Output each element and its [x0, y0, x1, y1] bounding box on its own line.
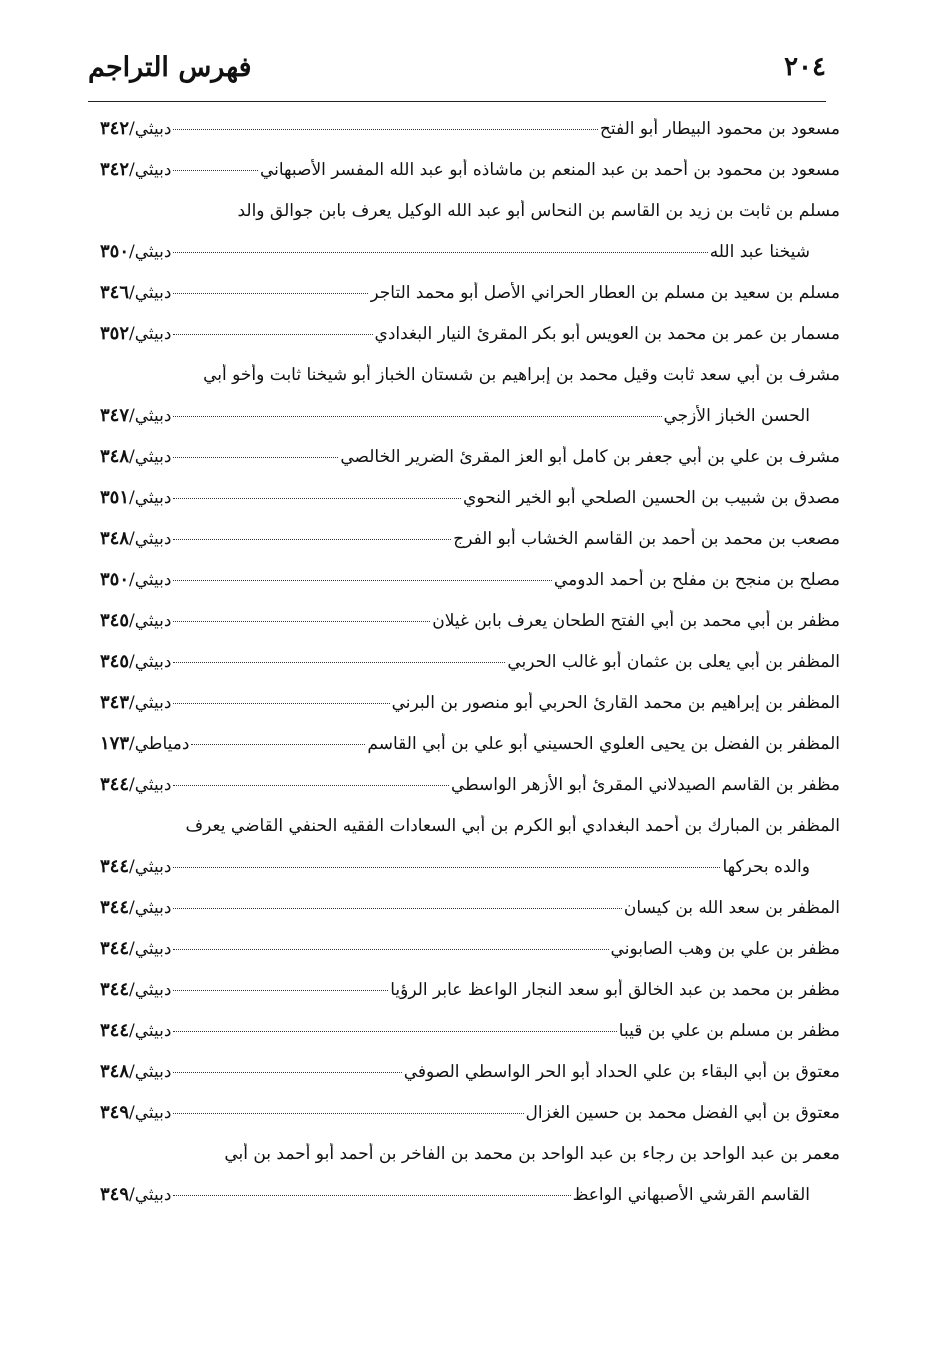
index-entry	[100, 528, 840, 550]
index-entry	[100, 979, 840, 1001]
reference-separator: /	[129, 898, 135, 918]
reference-separator: /	[129, 857, 135, 877]
entry-continuation-line	[100, 1184, 840, 1206]
entry-reference	[100, 282, 171, 304]
entry-source: دبيثي	[134, 1185, 172, 1205]
dot-leader	[173, 539, 451, 540]
index-entry	[100, 815, 840, 878]
entry-reference	[100, 446, 171, 468]
entry-name-text: مسلم بن ثابت بن زيد بن القاسم بن النحاس أبو عبد الله الوكيل يعرف بابن جوالق والد	[237, 201, 840, 221]
dot-leader	[173, 1072, 401, 1073]
index-entry	[100, 938, 840, 960]
dot-leader	[173, 662, 505, 663]
entry-name-text: مظفر بن القاسم الصيدلاني المقرئ أبو الأزهر الواسطي	[450, 775, 840, 795]
entry-reference	[100, 938, 171, 960]
entry-line	[100, 979, 840, 1001]
entry-line	[100, 528, 840, 550]
entry-source: دبيثي	[134, 980, 172, 1000]
entry-line	[100, 651, 840, 673]
entry-name-text: مسعود بن محمود بن أحمد بن عبد المنعم بن ماشاذه أبو عبد الله المفسر الأصبهاني	[259, 160, 840, 180]
entry-line	[100, 815, 840, 837]
entry-page-number: ٣٤٨	[100, 1061, 130, 1082]
reference-separator: /	[129, 160, 135, 180]
reference-separator: /	[129, 119, 135, 139]
entry-page-number: ٣٤٥	[100, 610, 130, 631]
entry-page-number: ٣٤٨	[100, 446, 130, 467]
entry-name-text: مصلح بن منجح بن مفلح بن أحمد الدومي	[553, 570, 840, 590]
entry-reference	[100, 897, 171, 919]
entry-source: دبيثي	[134, 283, 172, 303]
entry-page-number: ٣٤٤	[100, 856, 130, 877]
entry-line	[100, 1020, 840, 1042]
entry-reference	[100, 487, 171, 509]
entry-reference	[100, 733, 189, 755]
entry-reference	[100, 528, 171, 550]
entry-reference	[100, 405, 171, 427]
entry-page-number: ٣٥٠	[100, 569, 130, 590]
entry-reference	[100, 979, 171, 1001]
index-entry	[100, 282, 840, 304]
entry-line	[100, 774, 840, 796]
entry-page-number: ٣٥٠	[100, 241, 130, 262]
entry-line	[100, 897, 840, 919]
index-entry	[100, 774, 840, 796]
entry-page-number: ٣٤٧	[100, 405, 130, 426]
dot-leader	[173, 908, 621, 909]
reference-separator: /	[129, 570, 135, 590]
page-number: ٢٠٤	[784, 52, 826, 82]
entry-reference	[100, 1102, 171, 1124]
entry-name-text: مصعب بن محمد بن أحمد بن القاسم الخشاب أبو الفرج	[453, 529, 840, 549]
header-divider	[88, 101, 826, 102]
entry-name-text: مصدق بن شبيب بن الحسين الصلحي أبو الخير النحوي	[463, 488, 840, 508]
entry-line	[100, 733, 840, 755]
entry-name-text: مظفر بن مسلم بن علي بن قيبا	[618, 1021, 840, 1041]
entry-line	[100, 200, 840, 222]
reference-separator: /	[129, 693, 135, 713]
reference-separator: /	[129, 324, 135, 344]
dot-leader	[173, 1113, 523, 1114]
dot-leader	[173, 252, 707, 253]
index-entry	[100, 364, 840, 427]
index-entry	[100, 1020, 840, 1042]
entry-page-number: ٣٤٩	[100, 1102, 130, 1123]
entry-page-number: ٣٥٢	[100, 323, 130, 344]
reference-separator: /	[129, 1185, 135, 1205]
entry-page-number: ٣٤٢	[100, 118, 130, 139]
entry-source: دبيثي	[134, 242, 172, 262]
dot-leader	[173, 785, 448, 786]
entry-reference	[100, 856, 171, 878]
entry-page-number: ٣٤٣	[100, 692, 130, 713]
entry-line	[100, 692, 840, 714]
dot-leader	[173, 1031, 616, 1032]
entry-source: دبيثي	[134, 652, 172, 672]
entry-line	[100, 364, 840, 386]
entry-continuation-line	[100, 856, 840, 878]
entry-source: دمياطي	[134, 734, 190, 754]
entry-line	[100, 118, 840, 140]
entry-source: دبيثي	[134, 939, 172, 959]
entry-reference	[100, 1061, 171, 1083]
index-entry	[100, 118, 840, 140]
index-entry	[100, 897, 840, 919]
index-entry	[100, 446, 840, 468]
dot-leader	[173, 416, 661, 417]
entry-reference	[100, 118, 171, 140]
page-header	[88, 52, 826, 96]
entry-reference	[100, 241, 171, 263]
entry-name-text: مظفر بن علي بن وهب الصابوني	[610, 939, 840, 959]
entry-name-text: والده بحركها	[722, 857, 810, 877]
reference-separator: /	[129, 652, 135, 672]
entry-source: دبيثي	[134, 898, 172, 918]
reference-separator: /	[129, 1062, 135, 1082]
entry-reference	[100, 651, 171, 673]
entry-name-text: مسلم بن سعيد بن مسلم بن العطار الحراني الأصل أبو محمد التاجر	[370, 283, 840, 303]
index-entry	[100, 200, 840, 263]
entry-name-text: مظفر بن محمد بن عبد الخالق أبو سعد النجار الواعظ عابر الرؤيا	[390, 980, 840, 1000]
entry-name-text: المظفر بن الفضل بن يحيى العلوي الحسيني أبو علي بن أبي القاسم	[367, 734, 840, 754]
entry-line	[100, 569, 840, 591]
entry-source: دبيثي	[134, 529, 172, 549]
entry-page-number: ٣٤٢	[100, 159, 130, 180]
dot-leader	[173, 949, 608, 950]
entry-continuation-line	[100, 241, 840, 263]
entry-name-text: القاسم القرشي الأصبهاني الواعظ	[572, 1185, 810, 1205]
entry-source: دبيثي	[134, 1021, 172, 1041]
entry-page-number: ١٧٣	[100, 733, 130, 754]
index-entry	[100, 569, 840, 591]
entry-line	[100, 282, 840, 304]
entry-source: دبيثي	[134, 570, 172, 590]
entry-source: دبيثي	[134, 406, 172, 426]
entry-page-number: ٣٤٨	[100, 528, 130, 549]
index-entry	[100, 487, 840, 509]
entry-name-text: المظفر بن سعد الله بن كيسان	[623, 898, 840, 918]
dot-leader	[173, 170, 257, 171]
index-entries-list	[100, 118, 840, 1225]
dot-leader	[173, 990, 388, 991]
reference-separator: /	[129, 447, 135, 467]
reference-separator: /	[129, 406, 135, 426]
entry-name-text: معتوق بن أبي الفضل محمد بن حسين الغزال	[525, 1103, 840, 1123]
dot-leader	[173, 580, 551, 581]
dot-leader	[173, 498, 461, 499]
dot-leader	[173, 334, 372, 335]
entry-page-number: ٣٤٤	[100, 897, 130, 918]
entry-line	[100, 446, 840, 468]
dot-leader	[173, 621, 430, 622]
entry-reference	[100, 610, 171, 632]
index-entry	[100, 692, 840, 714]
entry-name-text: مسعود بن محمود البيطار أبو الفتح	[599, 119, 840, 139]
entry-source: دبيثي	[134, 775, 172, 795]
dot-leader	[173, 867, 720, 868]
entry-name-text: مشرف بن علي بن أبي جعفر بن كامل أبو العز المقرئ الضرير الخالصي	[340, 447, 840, 467]
entry-source: دبيثي	[134, 857, 172, 877]
entry-line	[100, 1143, 840, 1165]
dot-leader	[173, 129, 597, 130]
entry-line	[100, 1061, 840, 1083]
reference-separator: /	[129, 242, 135, 262]
entry-page-number: ٣٤٤	[100, 774, 130, 795]
dot-leader	[173, 703, 389, 704]
index-entry	[100, 651, 840, 673]
entry-source: دبيثي	[134, 488, 172, 508]
entry-page-number: ٣٤٦	[100, 282, 130, 303]
entry-name-text: شيخنا عبد الله	[709, 242, 810, 262]
reference-separator: /	[129, 529, 135, 549]
page-title: فهرس التراجم	[88, 52, 252, 83]
entry-name-text: الحسن الخباز الأزجي	[663, 406, 810, 426]
entry-reference	[100, 692, 171, 714]
entry-source: دبيثي	[134, 119, 172, 139]
reference-separator: /	[129, 980, 135, 1000]
entry-source: دبيثي	[134, 693, 172, 713]
entry-line	[100, 610, 840, 632]
entry-page-number: ٣٤٩	[100, 1184, 130, 1205]
reference-separator: /	[129, 283, 135, 303]
entry-reference	[100, 159, 171, 181]
reference-separator: /	[129, 734, 135, 754]
index-entry	[100, 323, 840, 345]
entry-source: دبيثي	[134, 447, 172, 467]
dot-leader	[173, 1195, 570, 1196]
entry-name-text: مشرف بن أبي سعد ثابت وقيل محمد بن إبراهيم بن شستان الخباز أبو شيخنا ثابت وأخو أبي	[203, 365, 840, 385]
index-entry	[100, 159, 840, 181]
dot-leader	[191, 744, 365, 745]
entry-line	[100, 159, 840, 181]
reference-separator: /	[129, 1103, 135, 1123]
entry-line	[100, 487, 840, 509]
entry-reference	[100, 323, 171, 345]
entry-name-text: معتوق بن أبي البقاء بن علي الحداد أبو الحر الواسطي الصوفي	[403, 1062, 840, 1082]
entry-name-text: مسمار بن عمر بن محمد بن العويس أبو بكر المقرئ النيار البغدادي	[374, 324, 840, 344]
index-entry	[100, 610, 840, 632]
entry-name-text: المظفر بن أبي يعلى بن عثمان أبو غالب الحربي	[507, 652, 840, 672]
entry-line	[100, 938, 840, 960]
entry-source: دبيثي	[134, 324, 172, 344]
entry-reference	[100, 569, 171, 591]
entry-line	[100, 323, 840, 345]
entry-source: دبيثي	[134, 160, 172, 180]
entry-name-text: المظفر بن إبراهيم بن محمد القارئ الحربي أبو منصور بن البرني	[391, 693, 840, 713]
entry-page-number: ٣٤٥	[100, 651, 130, 672]
entry-page-number: ٣٤٤	[100, 1020, 130, 1041]
entry-name-text: مظفر بن أبي محمد بن أبي الفتح الطحان يعرف بابن غيلان	[432, 611, 840, 631]
entry-page-number: ٣٤٤	[100, 979, 130, 1000]
reference-separator: /	[129, 488, 135, 508]
entry-source: دبيثي	[134, 1103, 172, 1123]
entry-reference	[100, 1184, 171, 1206]
entry-source: دبيثي	[134, 611, 172, 631]
entry-continuation-line	[100, 405, 840, 427]
reference-separator: /	[129, 1021, 135, 1041]
dot-leader	[173, 457, 338, 458]
entry-page-number: ٣٥١	[100, 487, 130, 508]
entry-name-text: معمر بن عبد الواحد بن رجاء بن عبد الواحد بن محمد بن الفاخر بن أحمد أبو أحمد بن أبي	[224, 1144, 840, 1164]
entry-line	[100, 1102, 840, 1124]
entry-reference	[100, 1020, 171, 1042]
entry-page-number: ٣٤٤	[100, 938, 130, 959]
entry-name-text: المظفر بن المبارك بن أحمد البغدادي أبو الكرم بن أبي السعادات الفقيه الحنفي القاضي يعرف	[185, 816, 840, 836]
entry-source: دبيثي	[134, 1062, 172, 1082]
reference-separator: /	[129, 939, 135, 959]
index-entry	[100, 1143, 840, 1206]
entry-reference	[100, 774, 171, 796]
index-entry	[100, 1061, 840, 1083]
index-entry	[100, 733, 840, 755]
reference-separator: /	[129, 611, 135, 631]
reference-separator: /	[129, 775, 135, 795]
index-entry	[100, 1102, 840, 1124]
dot-leader	[173, 293, 368, 294]
